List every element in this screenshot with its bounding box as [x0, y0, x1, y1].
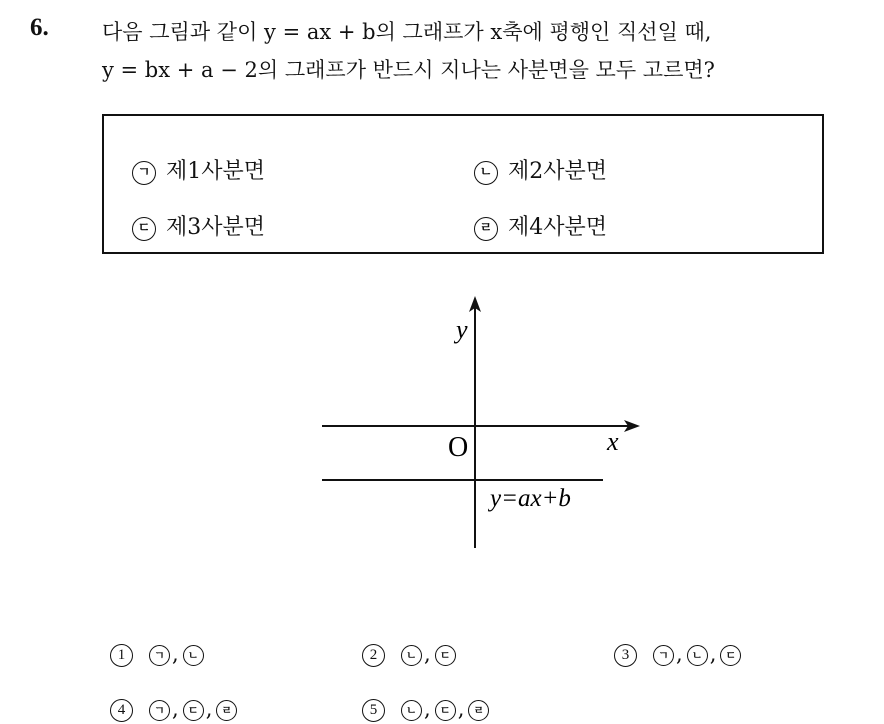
box-option-3 — [132, 210, 265, 241]
option-marker-circle-icon: ㄷ — [132, 217, 156, 241]
marker-circle-icon: ㄴ — [687, 645, 708, 666]
box-option-4 — [474, 210, 607, 241]
option-marker-circle-icon: ㄹ — [474, 217, 498, 241]
answer-choice-4[interactable]: 4 ㄱ , ㄷ , ㄹ — [110, 697, 239, 722]
marker-circle-icon: ㄹ — [468, 700, 489, 721]
box-option-label: 제2사분면 — [508, 159, 608, 184]
answer-choice-3[interactable]: 3 ㄱ , ㄴ , ㄷ — [614, 642, 743, 667]
coordinate-graph — [300, 290, 660, 560]
answer-choice-5[interactable]: 5 ㄴ , ㄷ , ㄹ — [362, 697, 491, 722]
origin-label: O — [448, 432, 469, 463]
question-number: 6. — [30, 14, 49, 41]
marker-circle-icon: ㄹ — [216, 700, 237, 721]
choice-number-circle-icon: 1 — [110, 644, 133, 667]
choice-number-circle-icon: 4 — [110, 699, 133, 722]
marker-circle-icon: ㄱ — [653, 645, 674, 666]
marker-circle-icon: ㄷ — [435, 700, 456, 721]
answer-choice-2[interactable]: 2 ㄴ , ㄷ — [362, 642, 458, 667]
marker-circle-icon: ㄷ — [435, 645, 456, 666]
box-option-label: 제4사분면 — [508, 215, 608, 240]
marker-circle-icon: ㄷ — [183, 700, 204, 721]
box-option-label: 제3사분면 — [166, 215, 266, 240]
box-option-1 — [132, 154, 265, 185]
question-text-line-2: y = bx + a − 2의 그래프가 반드시 지나는 사분면을 모두 고르면? — [102, 58, 715, 82]
marker-circle-icon: ㄱ — [149, 700, 170, 721]
option-marker-circle-icon: ㄱ — [132, 161, 156, 185]
marker-circle-icon: ㄴ — [183, 645, 204, 666]
question-text-line-1: 다음 그림과 같이 y = ax + b의 그래프가 x축에 평행인 직선일 때, — [102, 20, 712, 44]
box-option-label: 제1사분면 — [166, 159, 266, 184]
choice-number-circle-icon: 2 — [362, 644, 385, 667]
choice-number-circle-icon: 5 — [362, 699, 385, 722]
marker-circle-icon: ㄴ — [401, 645, 422, 666]
choice-number-circle-icon: 3 — [614, 644, 637, 667]
box-option-2 — [474, 154, 607, 185]
x-axis-label: x — [607, 427, 619, 456]
y-axis-label: y — [456, 315, 468, 344]
marker-circle-icon: ㄱ — [149, 645, 170, 666]
marker-circle-icon: ㄴ — [401, 700, 422, 721]
condition-box — [102, 114, 824, 254]
line-label: y=ax+b — [490, 485, 571, 512]
answer-choice-1[interactable]: 1 ㄱ , ㄴ — [110, 642, 206, 667]
marker-circle-icon: ㄷ — [720, 645, 741, 666]
option-marker-circle-icon: ㄴ — [474, 161, 498, 185]
